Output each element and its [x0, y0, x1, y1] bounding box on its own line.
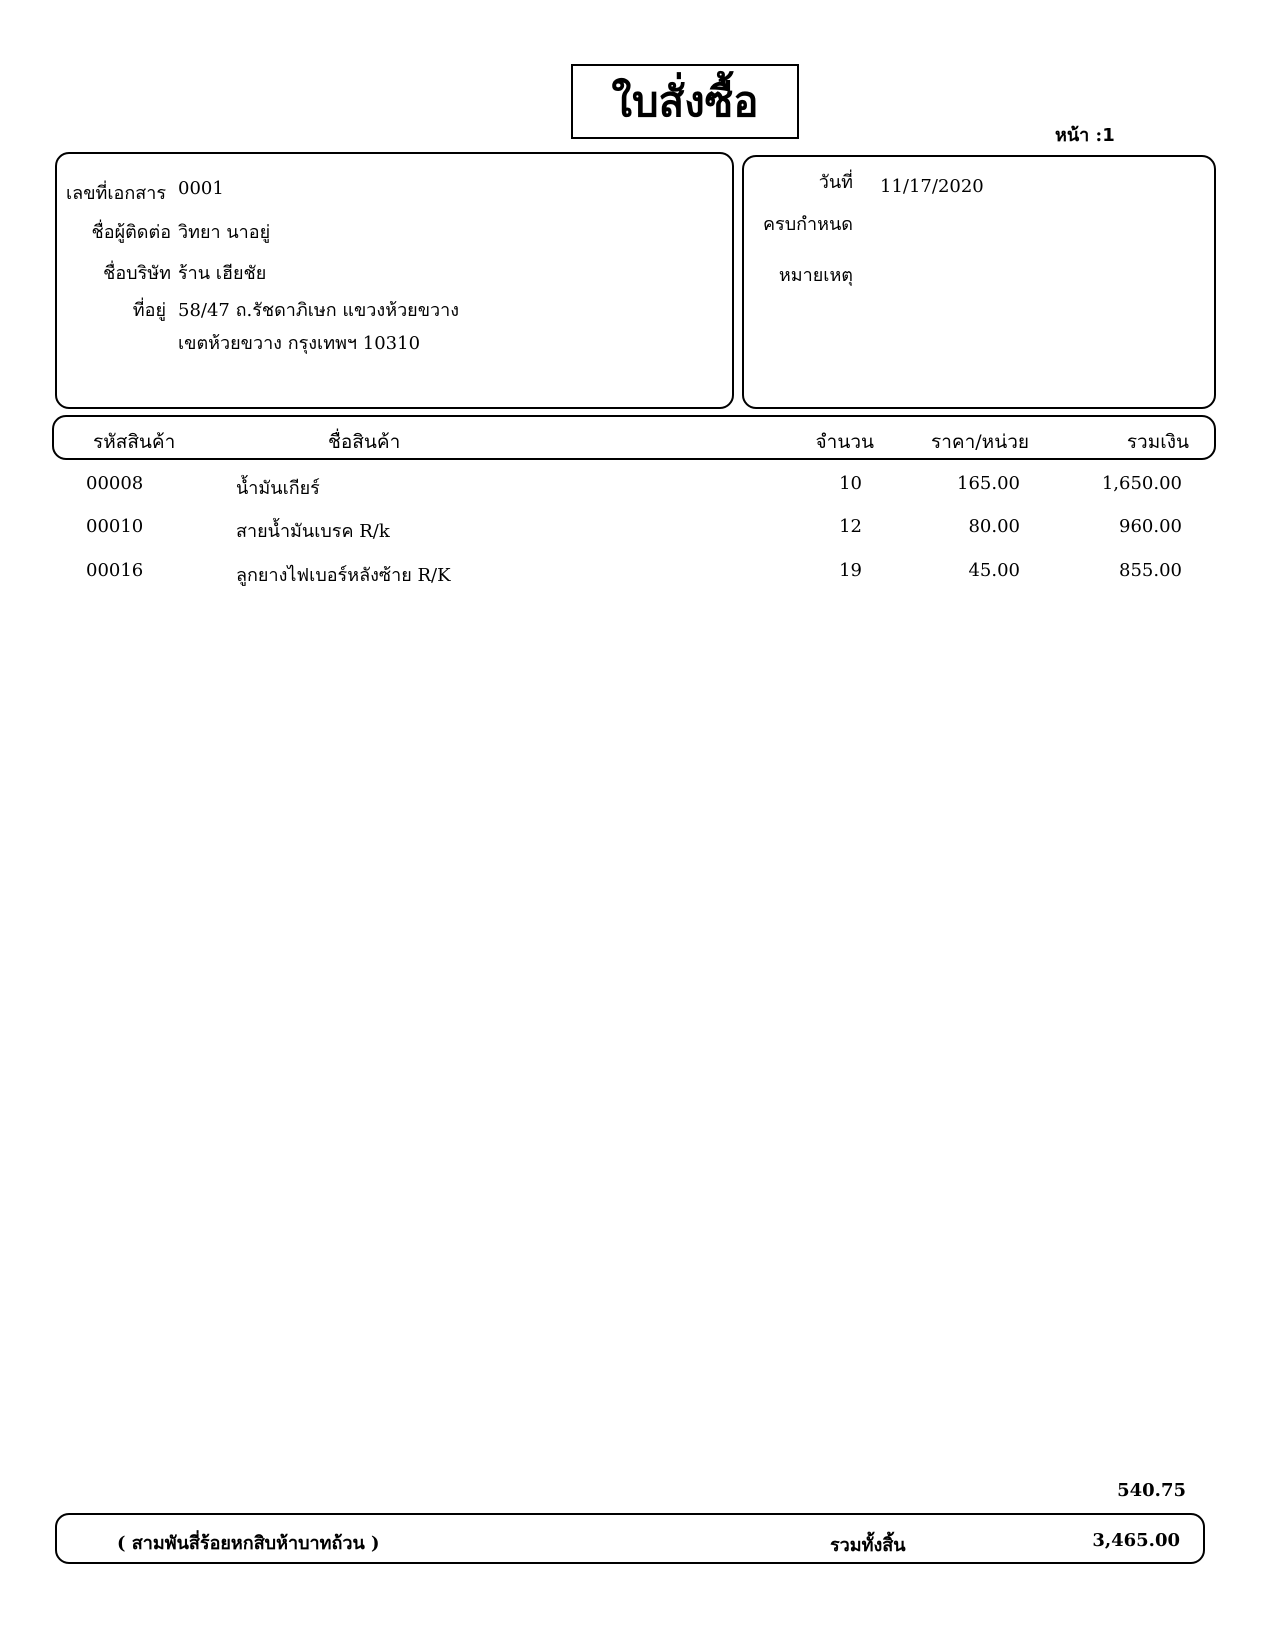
amount-in-words: ( สามพันสี่ร้อยหกสิบห้าบาทถ้วน ) — [117, 1533, 380, 1554]
header-amount: รวมเงิน — [1126, 431, 1189, 453]
document-title: ใบสั่งซื้อ — [571, 64, 799, 139]
row-unit-price: 80.00 — [968, 516, 1020, 537]
date-value: 11/17/2020 — [880, 176, 984, 197]
header-name: ชื่อสินค้า — [328, 431, 401, 453]
row-amount: 960.00 — [1119, 516, 1182, 537]
address-line2: เขตห้วยขวาง กรุงเทพฯ 10310 — [178, 333, 421, 354]
address-line1: 58/47 ถ.รัชดาภิเษก แขวงห้วยขวาง — [178, 300, 460, 321]
grand-total-label: รวมทั้งสิ้น — [830, 1535, 906, 1556]
row-name: ลูกยางไฟเบอร์หลังซ้าย R/K — [236, 565, 451, 586]
table-header-box — [52, 415, 1216, 460]
row-name: สายน้ำมันเบรค R/k — [236, 521, 390, 542]
company-value: ร้าน เฮียชัย — [178, 263, 267, 284]
contact-value: วิทยา นาอยู่ — [178, 222, 271, 243]
due-label: ครบกำหนด — [763, 214, 853, 235]
grand-total-value: 3,465.00 — [1092, 1530, 1180, 1551]
note-label: หมายเหตุ — [778, 265, 853, 286]
header-code: รหัสสินค้า — [93, 431, 176, 453]
header-qty: จำนวน — [815, 431, 874, 453]
row-unit-price: 45.00 — [968, 560, 1020, 581]
date-label: วันที่ — [818, 172, 853, 193]
header-unit-price: ราคา/หน่วย — [931, 431, 1029, 453]
page-label: หน้า : — [1055, 125, 1103, 146]
row-qty: 10 — [839, 473, 862, 494]
company-label: ชื่อบริษัท — [103, 263, 171, 284]
row-name: น้ำมันเกียร์ — [236, 478, 320, 499]
row-qty: 19 — [839, 560, 862, 581]
row-amount: 1,650.00 — [1101, 473, 1182, 494]
row-code: 00016 — [86, 560, 144, 581]
row-amount: 855.00 — [1119, 560, 1182, 581]
page-number — [1055, 120, 1115, 149]
subtotal-extra: 540.75 — [1117, 1480, 1186, 1501]
row-unit-price: 165.00 — [957, 473, 1020, 494]
address-label: ที่อยู่ — [132, 300, 166, 321]
contact-label: ชื่อผู้ติดต่อ — [91, 222, 171, 243]
row-code: 00010 — [86, 516, 144, 537]
doc-no-value: 0001 — [178, 178, 224, 199]
page-value: 1 — [1102, 125, 1115, 146]
row-code: 00008 — [86, 473, 144, 494]
doc-no-label: เลขที่เอกสาร — [66, 183, 166, 204]
row-qty: 12 — [839, 516, 862, 537]
